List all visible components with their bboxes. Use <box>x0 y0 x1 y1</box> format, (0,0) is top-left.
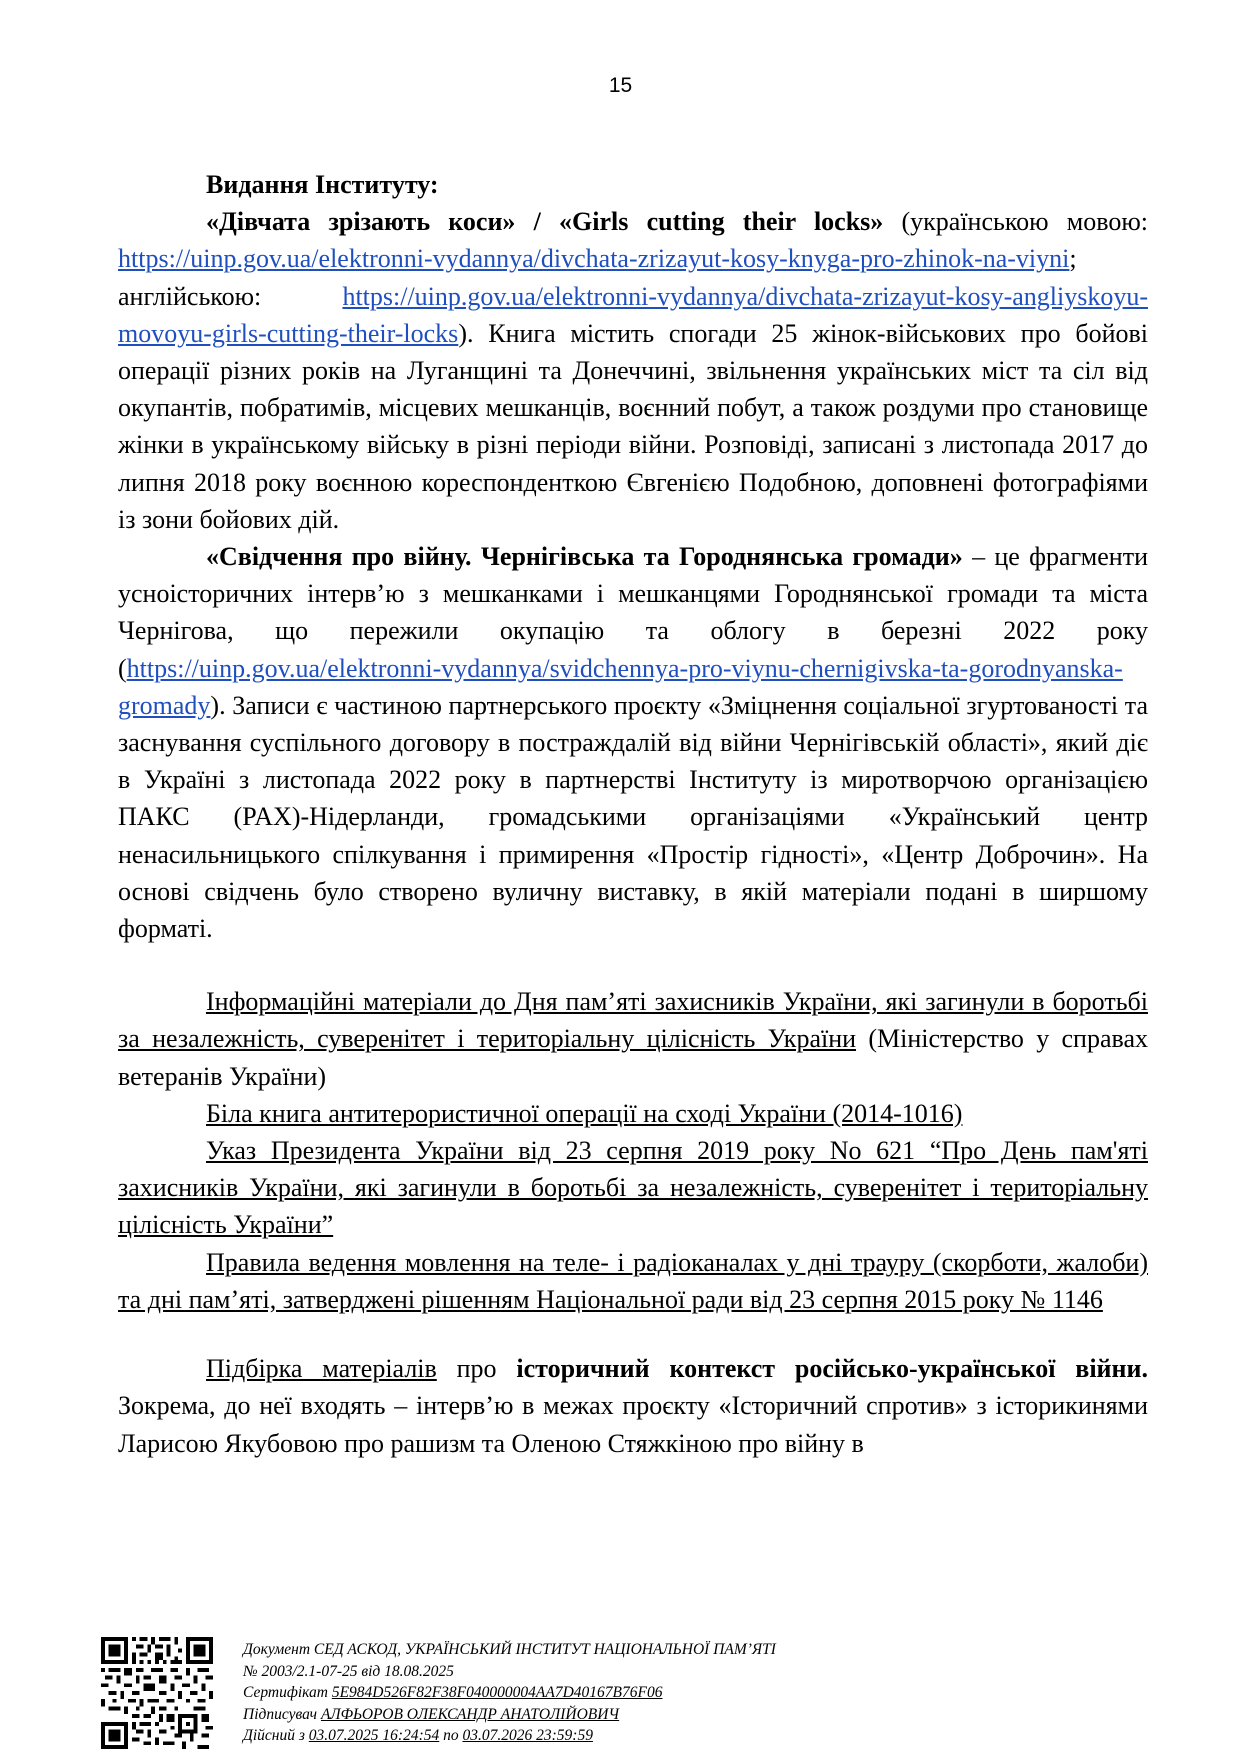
stamp-line-validity: Дійсний з 03.07.2025 16:24:54 по 03.07.2026 23:59:59 <box>243 1727 593 1744</box>
book-2-title: «Свідчення про війну. Чернігівська та Городнянська громади» <box>206 542 963 572</box>
document-body <box>118 166 1148 1462</box>
stamp-line-certificate: Сертифікат 5E984D526F82F38F040000004AA7D40167B76F06 <box>243 1684 663 1701</box>
materials-link-3[interactable]: Указ Президента України від 23 серпня 2019 року No 621 “Про День пам'яті захисників України, які загинули в боротьбі за незалежність, суверенітет і територіальну цілісність України” <box>118 1136 1148 1240</box>
page-number: 15 <box>608 74 633 97</box>
section-heading: Видання Інституту: <box>206 170 439 199</box>
book-1-en-link[interactable]: https://uinp.gov.ua/elektronni-vydannya/divchata-zrizayut-kosy-angliyskoyu-movoyu-girls-cutting-their-locks <box>118 281 1148 348</box>
book-2-paragraph: «Свідчення про війну. Чернігівська та Городнянська громади» – це фрагменти усноісторичних інтерв’ю з мешканками і мешканцями Городнянської громади та міста Чернігова, що пережили окупацію та облогу в березні 2022 року (https://uinp.gov.ua/elektronni-vydannya/svidchennya-pro-viynu-chernigivska-ta-gorodnyanska-gromady). Записи є частиною партнерського проєкту «Зміцнення соціальної згуртованості та заснування суспільного договору в постраждалій від війни Чернігівській області», який діє в Україні з листопада 2022 року в партнерстві Інституту із миротворчою організацією ПАКС (PAX)-Нідерланди, громадськими організаціями «Український центр ненасильницького спілкування і примирення «Простір гідності», «Центр Доброчин». На основі свідчень було створено вуличну виставку, в якій матеріали подані в ширшому форматі. <box>118 542 1148 944</box>
valid-to: 03.07.2026 23:59:59 <box>462 1727 593 1744</box>
materials-item-2 <box>118 1095 1148 1132</box>
stamp-line-number: № 2003/2.1-07-25 від 18.08.2025 <box>243 1662 454 1680</box>
history-paragraph: Підбірка матеріалів про історичний контекст російсько-української війни. Зокрема, до неї входять – інтерв’ю в межах проєкту «Історичний спротив» з історикинями Ларисою Якубовою про рашизм та Оленою Стяжкіною про війну в <box>118 1354 1148 1458</box>
digital-signature-stamp <box>243 1639 776 1747</box>
book-1-ua-link[interactable]: https://uinp.gov.ua/elektronni-vydannya/divchata-zrizayut-kosy-knyga-pro-zhinok-na-viyni <box>118 244 1070 274</box>
signer-value: АЛФЬОРОВ ОЛЕКСАНДР АНАТОЛІЙОВИЧ <box>320 1705 620 1723</box>
book-1-paragraph: «Дівчата зрізають коси» / «Girls cutting their locks» (українською мовою: https://uinp.gov.ua/elektronni-vydannya/divchata-zrizayut-kosy-knyga-pro-zhinok-na-viyni; англійською: https://uinp.gov.ua/elektronni-vydannya/divchata-zrizayut-kosy-angliyskoyu-movoyu-girls-cutting-their-locks). Книга містить спогади 25 жінок-військових про бойові операції різних років на Луганщині та Донеччині, звільнення українських міст та сіл від окупантів, побратимів, місцевих мешканців, воєнний побут, а також роздуми про становище жінки в українському війську в різні періоди війни. Розповіді, записані з листопада 2017 до липня 2018 року воєнною кореспонденткою Євгенією Подобною, доповнені фотографіями із зони бойових дій. <box>118 207 1148 534</box>
materials-item-1: Інформаційні матеріали до Дня пам’яті захисників України, які загинули в боротьбі за незалежність, суверенітет і територіальну цілісність України (Міністерство у справах ветеранів України) <box>118 987 1148 1091</box>
valid-from: 03.07.2025 16:24:54 <box>308 1727 440 1744</box>
certificate-value: 5E984D526F82F38F040000004AA7D40167B76F06 <box>331 1684 663 1701</box>
qr-code-icon <box>98 1637 216 1749</box>
history-materials-link[interactable]: Підбірка матеріалів <box>206 1354 437 1384</box>
book-2-link[interactable]: https://uinp.gov.ua/elektronni-vydannya/svidchennya-pro-viynu-chernigivska-ta-gorodnyanska-gromady <box>118 653 1123 720</box>
signature-footer <box>98 1637 1158 1747</box>
materials-link-4[interactable]: Правила ведення мовлення на теле- і радіоканалах у дні трауру (скорботи, жалоби) та дні пам’яті, затверджені рішенням Національної ради від 23 серпня 2015 року № 1146 <box>118 1247 1148 1314</box>
book-1-title: «Дівчата зрізають коси» / «Girls cutting their locks» <box>206 207 884 237</box>
materials-item-4 <box>118 1244 1148 1318</box>
materials-link-2[interactable]: Біла книга антитерористичної операції на сході України (2014-1016) <box>206 1098 963 1128</box>
stamp-line-document: Документ СЕД АСКОД, УКРАЇНСЬКИЙ ІНСТИТУТ НАЦІОНАЛЬНОЇ ПАМ’ЯТІ <box>243 1641 776 1658</box>
materials-item-3 <box>118 1132 1148 1244</box>
materials-link-1[interactable]: Інформаційні матеріали до Дня пам’яті захисників України, які загинули в боротьбі за незалежність, суверенітет і територіальну цілісність України <box>118 987 1148 1054</box>
stamp-line-signer: Підписувач АЛФЬОРОВ ОЛЕКСАНДР АНАТОЛІЙОВИЧ <box>243 1705 620 1723</box>
